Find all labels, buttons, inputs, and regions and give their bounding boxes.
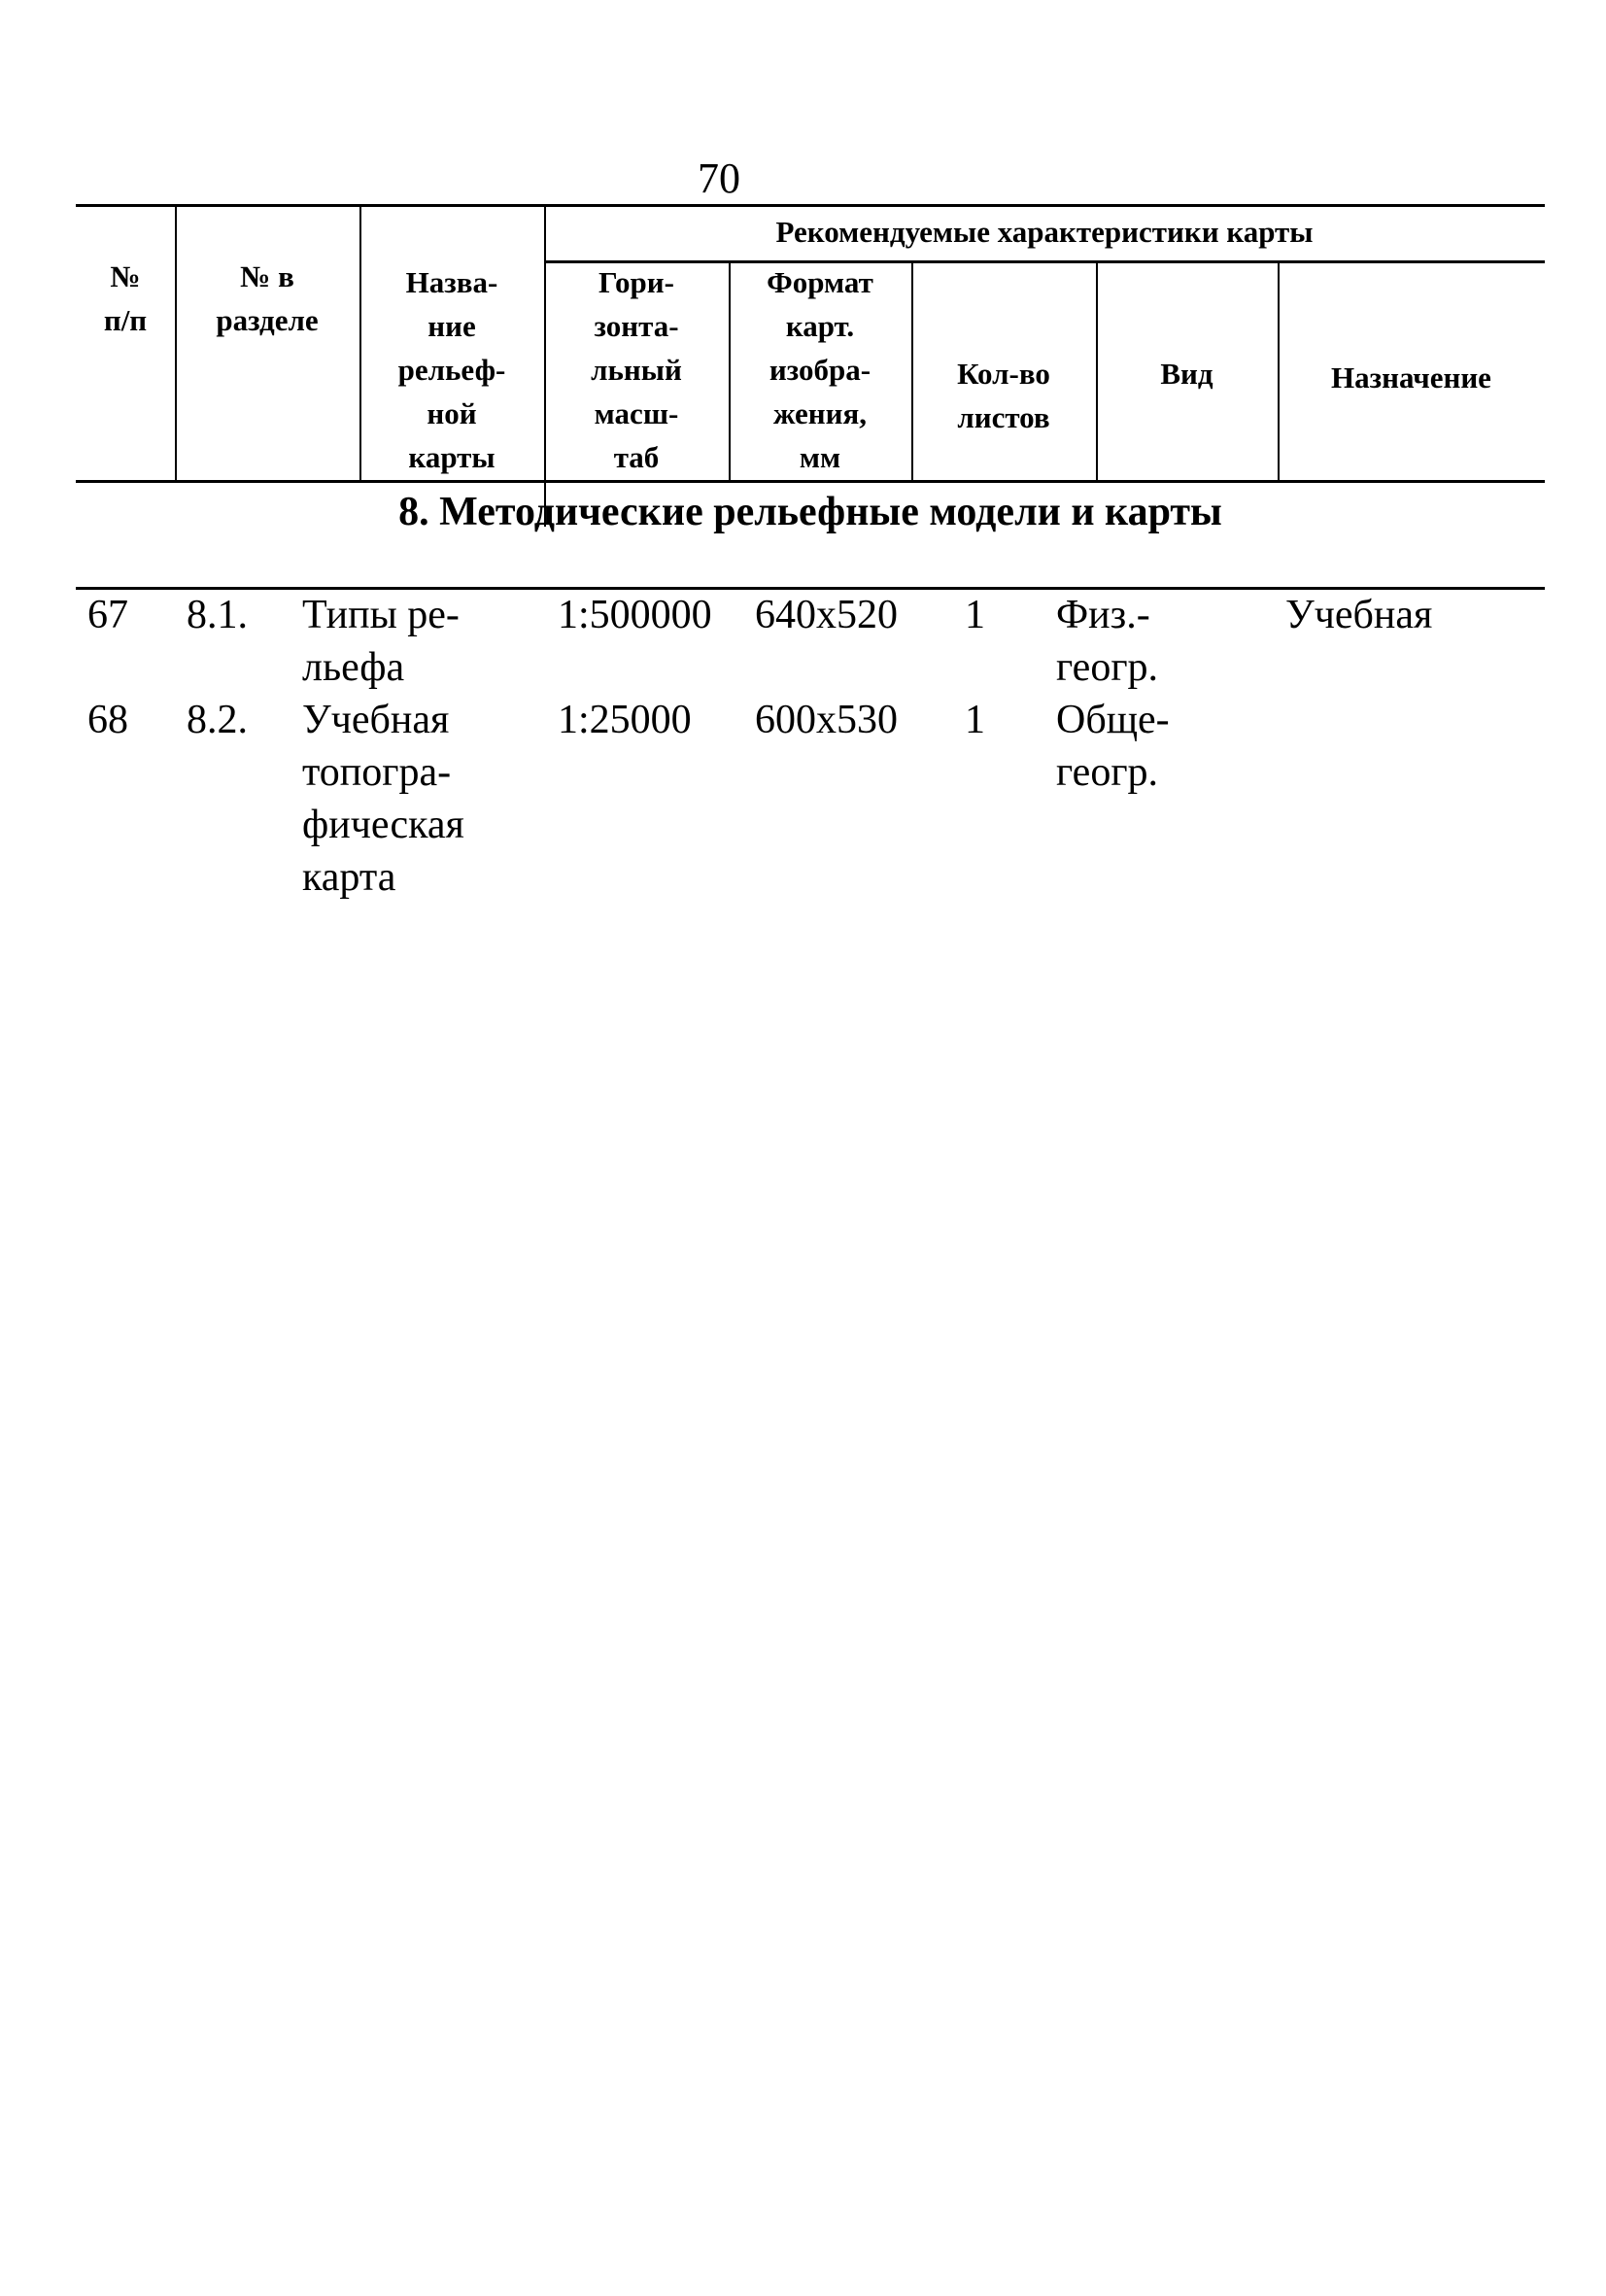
header-text: карт. (785, 309, 855, 343)
header-text: таб (613, 440, 660, 474)
cell-num: 68 (87, 698, 128, 742)
header-purpose: Назначение (1331, 360, 1491, 394)
cell-text: Учебная (302, 698, 450, 742)
cell-format: 640x520 (755, 593, 898, 637)
cell-format: 600x530 (755, 698, 898, 742)
cell-scale: 1:500000 (558, 593, 712, 637)
cell-type (1056, 589, 1158, 694)
cell-text: фическая (302, 803, 464, 847)
header-text: Кол-во (957, 357, 1050, 391)
page-number: 70 (698, 154, 740, 202)
cell-num: 67 (87, 593, 128, 637)
cell-text: Физ.- (1056, 593, 1150, 637)
cell-text: льефа (302, 645, 405, 690)
cell-text: топогра- (302, 750, 452, 795)
header-text: Гори- (598, 265, 674, 299)
cell-text: геогр. (1056, 645, 1159, 690)
header-name (359, 260, 544, 479)
cell-scale: 1:25000 (558, 698, 692, 742)
header-text: мм (799, 440, 841, 474)
cell-name (302, 589, 460, 694)
cell-text: карта (302, 855, 396, 900)
column-divider (175, 206, 177, 482)
header-text: зонта- (594, 309, 679, 343)
header-text: Назва- (405, 265, 498, 299)
table-top-rule (76, 204, 1545, 207)
cell-text: геогр. (1056, 750, 1159, 795)
header-text: льный (591, 353, 682, 387)
header-text: листов (957, 400, 1050, 434)
header-text: разделе (216, 303, 319, 337)
cell-sheets: 1 (965, 698, 985, 742)
cell-type (1056, 694, 1170, 799)
header-text: изобра- (769, 353, 871, 387)
header-text: ной (427, 396, 477, 430)
header-bottom-rule (76, 480, 1545, 483)
cell-purpose: Учебная (1285, 593, 1433, 637)
cell-text: Обще- (1056, 698, 1170, 742)
header-text: карты (408, 440, 495, 474)
header-type: Вид (1160, 357, 1213, 391)
cell-section-num: 8.2. (187, 698, 248, 742)
cell-sheets: 1 (965, 593, 985, 637)
header-text: № в (240, 259, 294, 293)
header-format (729, 260, 911, 479)
header-text: масш- (594, 396, 679, 430)
header-text: п/п (103, 303, 148, 337)
cell-section-num: 8.1. (187, 593, 248, 637)
cell-name (302, 694, 464, 904)
header-text: жения, (772, 396, 868, 430)
header-text: № (110, 259, 141, 293)
header-sheets (911, 352, 1096, 439)
header-num (76, 255, 175, 342)
header-text: рельеф- (397, 353, 506, 387)
header-scale (544, 260, 729, 479)
header-text: Формат (767, 265, 873, 299)
cell-text: Типы ре- (302, 593, 460, 637)
header-text: ние (427, 309, 476, 343)
section-title: 8. Методические рельефные модели и карты (398, 490, 1222, 534)
header-group: Рекомендуемые характеристики карты (775, 215, 1314, 249)
header-section-num (175, 255, 359, 342)
